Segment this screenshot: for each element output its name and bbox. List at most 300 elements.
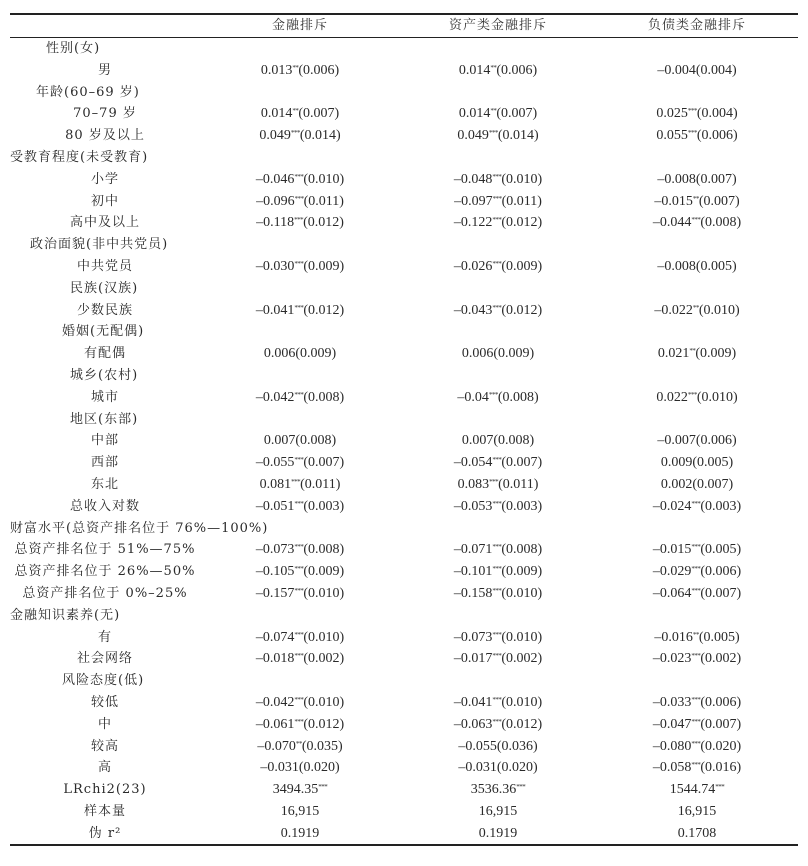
significance-stars: ** — [490, 63, 497, 72]
value-cell — [596, 736, 798, 758]
value-cell — [400, 82, 596, 104]
coefficient: –0.097 — [454, 193, 493, 209]
value-cell — [400, 561, 596, 583]
value-cell — [596, 496, 798, 518]
coefficient: –0.073 — [255, 542, 295, 558]
label-text: 70–79 岁 — [73, 106, 137, 122]
value-cell — [200, 365, 400, 387]
significance-stars: *** — [492, 565, 502, 574]
coefficient: –0.058 — [652, 760, 692, 776]
value-cell — [400, 343, 596, 365]
standard-error: (0.010) — [501, 585, 543, 601]
label-text: 少数民族 — [76, 302, 133, 318]
label-text: 性别(女) — [46, 41, 101, 56]
standard-error: (0.010) — [698, 302, 740, 318]
coefficient: 0.022 — [656, 389, 688, 405]
coefficient: –0.023 — [652, 651, 692, 667]
coefficient: –0.122 — [453, 215, 493, 231]
value-cell — [596, 823, 798, 846]
coefficient: 0.014 — [260, 106, 293, 122]
value-cell — [200, 169, 400, 191]
standard-error: (0.005) — [695, 258, 737, 274]
value-cell — [400, 365, 596, 387]
value-cell — [200, 714, 400, 736]
coefficient: –0.04 — [457, 389, 489, 405]
value-cell — [596, 670, 798, 692]
significance-stars: ** — [292, 63, 299, 72]
standard-error: (0.010) — [303, 171, 345, 187]
value-cell — [200, 801, 400, 823]
value-cell — [400, 430, 596, 452]
header-asset-financial-exclusion: 资产类金融排斥 — [448, 18, 547, 33]
significance-stars: *** — [294, 456, 304, 465]
table-row — [10, 103, 798, 125]
value-cell — [400, 823, 596, 846]
header-liability-financial-exclusion: 负债类金融排斥 — [647, 18, 746, 33]
standard-error: (0.009) — [303, 564, 345, 580]
value-cell — [596, 474, 798, 496]
variable-label — [10, 648, 200, 670]
standard-error: (0.008) — [497, 389, 539, 405]
standard-error: (0.008) — [295, 433, 337, 449]
standard-error: (0.010) — [501, 694, 543, 710]
standard-error: (0.012) — [501, 302, 543, 318]
coefficient: –0.055 — [255, 455, 295, 471]
label-text: 总资产排名位于 26%—50% — [14, 564, 196, 580]
label-text: 有 — [97, 629, 112, 645]
label-text: 政治面貌(非中共党员) — [30, 237, 169, 253]
table-group-row — [10, 409, 798, 431]
table-row — [10, 387, 798, 409]
standard-error: (0.011) — [498, 476, 539, 492]
coefficient: –0.041 — [453, 694, 493, 710]
coefficient: –0.008 — [657, 258, 696, 274]
table-header — [10, 14, 798, 38]
label-text: LRchi2(23) — [63, 782, 147, 798]
value-cell — [400, 474, 596, 496]
value-cell — [400, 736, 596, 758]
standard-error: (0.005) — [700, 542, 742, 558]
standard-error: (0.011) — [501, 193, 542, 209]
value-cell — [596, 539, 798, 561]
value-cell — [596, 409, 798, 431]
standard-error: (0.009) — [695, 346, 737, 362]
significance-stars: ** — [692, 630, 699, 639]
table-row — [10, 823, 798, 846]
value-cell — [400, 387, 596, 409]
table-row — [10, 496, 798, 518]
value-cell — [400, 757, 596, 779]
significance-stars: *** — [294, 172, 304, 181]
table-body — [10, 38, 798, 846]
coefficient: –0.118 — [256, 215, 295, 231]
table-group-row — [10, 82, 798, 104]
significance-stars: *** — [492, 303, 502, 312]
variable-label — [10, 125, 200, 147]
coefficient: 0.1919 — [280, 825, 320, 841]
standard-error: (0.006) — [496, 62, 538, 78]
label-text: 高 — [97, 760, 112, 776]
value-cell — [596, 605, 798, 627]
coefficient: 0.049 — [259, 128, 291, 144]
value-cell — [400, 300, 596, 322]
standard-error: (0.007) — [303, 455, 345, 471]
standard-error: (0.009) — [295, 346, 337, 362]
standard-error: (0.011) — [300, 476, 341, 492]
value-cell — [596, 321, 798, 343]
standard-error: (0.006) — [695, 433, 737, 449]
table-row — [10, 474, 798, 496]
standard-error: (0.010) — [696, 389, 738, 405]
value-cell — [400, 278, 596, 300]
value-cell — [596, 278, 798, 300]
value-cell — [200, 561, 400, 583]
header-row — [10, 14, 798, 38]
value-cell — [400, 670, 596, 692]
significance-stars: *** — [687, 107, 697, 116]
standard-error: (0.005) — [698, 629, 740, 645]
coefficient: –0.030 — [255, 258, 295, 274]
variable-label — [10, 736, 200, 758]
value-cell — [200, 387, 400, 409]
coefficient: 3536.36 — [470, 782, 517, 798]
value-cell — [200, 409, 400, 431]
regression-table-container — [10, 13, 798, 846]
value-cell — [400, 801, 596, 823]
table-row — [10, 779, 798, 801]
table-row — [10, 60, 798, 82]
standard-error: (0.008) — [501, 542, 543, 558]
value-cell — [400, 147, 596, 169]
table-row — [10, 212, 798, 234]
variable-label — [10, 583, 200, 605]
value-cell — [200, 430, 400, 452]
variable-label — [10, 714, 200, 736]
coefficient: 0.049 — [457, 128, 489, 144]
significance-stars: *** — [492, 543, 502, 552]
standard-error: (0.007) — [698, 193, 740, 209]
table-group-row — [10, 234, 798, 256]
significance-stars: *** — [691, 739, 701, 748]
value-cell — [400, 212, 596, 234]
coefficient: 0.002 — [660, 476, 693, 492]
label-text: 受教育程度(未受教育) — [10, 149, 149, 165]
coefficient: –0.158 — [453, 585, 493, 601]
value-cell — [200, 212, 400, 234]
value-cell — [200, 191, 400, 213]
variable-label — [10, 496, 200, 518]
standard-error: (0.003) — [303, 498, 345, 514]
significance-stars: *** — [294, 194, 304, 203]
value-cell — [596, 714, 798, 736]
value-cell — [596, 365, 798, 387]
coefficient: –0.031 — [260, 760, 299, 776]
coefficient: –0.096 — [256, 193, 295, 209]
value-cell — [400, 605, 596, 627]
value-cell — [400, 779, 596, 801]
label-text: 民族(汉族) — [70, 280, 139, 296]
table-row — [10, 714, 798, 736]
value-cell — [400, 125, 596, 147]
coefficient: –0.042 — [255, 389, 295, 405]
value-cell — [400, 692, 596, 714]
significance-stars: *** — [691, 543, 701, 552]
significance-stars: *** — [294, 390, 304, 399]
value-cell — [400, 256, 596, 278]
standard-error: (0.002) — [303, 651, 345, 667]
label-text: 初中 — [90, 193, 119, 209]
significance-stars: *** — [687, 390, 697, 399]
value-cell — [596, 757, 798, 779]
coefficient: 16,915 — [280, 803, 320, 819]
label-text: 总收入对数 — [69, 498, 140, 514]
standard-error: (0.010) — [303, 629, 345, 645]
coefficient: –0.015 — [654, 193, 693, 209]
significance-stars: *** — [691, 695, 701, 704]
significance-stars: *** — [290, 129, 300, 138]
standard-error: (0.014) — [497, 128, 539, 144]
standard-error: (0.020) — [496, 760, 538, 776]
value-cell — [200, 692, 400, 714]
value-cell — [596, 82, 798, 104]
significance-stars: *** — [492, 194, 502, 203]
value-cell — [596, 583, 798, 605]
significance-stars: *** — [492, 259, 502, 268]
value-cell — [596, 234, 798, 256]
standard-error: (0.003) — [501, 498, 543, 514]
variable-label — [10, 801, 200, 823]
coefficient: –0.048 — [453, 171, 493, 187]
value-cell — [200, 474, 400, 496]
significance-stars: *** — [294, 717, 304, 726]
standard-error: (0.009) — [501, 258, 543, 274]
significance-stars: *** — [687, 129, 697, 138]
variable-label — [10, 300, 200, 322]
value-cell — [400, 103, 596, 125]
label-text: 伪 r² — [88, 825, 122, 841]
value-cell — [596, 387, 798, 409]
value-cell — [400, 518, 596, 540]
value-cell — [400, 583, 596, 605]
standard-error: (0.007) — [298, 106, 340, 122]
label-text: 小学 — [90, 171, 119, 187]
standard-error: (0.010) — [303, 694, 345, 710]
label-text: 中部 — [90, 433, 119, 449]
significance-stars: *** — [488, 129, 498, 138]
variable-label — [10, 539, 200, 561]
value-cell — [400, 539, 596, 561]
variable-label — [10, 561, 200, 583]
coefficient: –0.105 — [255, 564, 295, 580]
group-label — [10, 38, 200, 60]
variable-label — [10, 343, 200, 365]
value-cell — [596, 561, 798, 583]
label-text: 中共党员 — [76, 258, 133, 274]
variable-label — [10, 191, 200, 213]
table-row — [10, 648, 798, 670]
label-text: 较高 — [90, 738, 119, 754]
standard-error: (0.014) — [299, 128, 341, 144]
coefficient: 0.009 — [660, 455, 693, 471]
significance-stars: ** — [295, 739, 302, 748]
table-group-row — [10, 605, 798, 627]
significance-stars: *** — [691, 565, 701, 574]
coefficient: 16,915 — [677, 803, 717, 819]
value-cell — [400, 627, 596, 649]
value-cell — [596, 518, 798, 540]
value-cell — [400, 169, 596, 191]
coefficient: –0.004 — [657, 62, 696, 78]
label-text: 样本量 — [83, 803, 126, 819]
value-cell — [200, 496, 400, 518]
coefficient: 0.1919 — [478, 825, 518, 841]
standard-error: (0.012) — [501, 215, 543, 231]
significance-stars: *** — [291, 477, 301, 486]
significance-stars: ** — [292, 107, 299, 116]
table-row — [10, 452, 798, 474]
coefficient: 0.013 — [260, 62, 293, 78]
coefficient: 0.083 — [457, 476, 490, 492]
coefficient: –0.046 — [255, 171, 295, 187]
coefficient: 0.006 — [263, 346, 296, 362]
table-row — [10, 583, 798, 605]
value-cell — [200, 103, 400, 125]
significance-stars: *** — [691, 652, 701, 661]
value-cell — [200, 605, 400, 627]
label-text: 风险态度(低) — [62, 673, 145, 689]
coefficient: 0.014 — [458, 106, 491, 122]
value-cell — [596, 38, 798, 60]
table-group-row — [10, 278, 798, 300]
coefficient: –0.070 — [257, 738, 296, 754]
coefficient: –0.074 — [255, 629, 295, 645]
coefficient: –0.043 — [453, 302, 493, 318]
value-cell — [200, 583, 400, 605]
significance-stars: *** — [492, 630, 502, 639]
value-cell — [596, 452, 798, 474]
value-cell — [200, 670, 400, 692]
label-text: 80 岁及以上 — [65, 128, 145, 144]
standard-error: (0.036) — [496, 738, 538, 754]
value-cell — [200, 125, 400, 147]
standard-error: (0.007) — [700, 585, 742, 601]
label-text: 男 — [97, 62, 112, 78]
value-cell — [596, 147, 798, 169]
value-cell — [200, 757, 400, 779]
significance-stars: *** — [691, 499, 701, 508]
standard-error: (0.007) — [695, 171, 737, 187]
value-cell — [400, 60, 596, 82]
coefficient: –0.031 — [458, 760, 497, 776]
group-label — [10, 670, 200, 692]
table-group-row — [10, 147, 798, 169]
value-cell — [200, 278, 400, 300]
significance-stars: ** — [692, 194, 699, 203]
coefficient: –0.047 — [652, 716, 692, 732]
standard-error: (0.009) — [493, 346, 535, 362]
value-cell — [200, 321, 400, 343]
significance-stars: *** — [294, 586, 304, 595]
coefficient: –0.101 — [453, 564, 493, 580]
significance-stars: *** — [715, 783, 725, 792]
label-text: 地区(东部) — [70, 411, 139, 427]
variable-label — [10, 692, 200, 714]
table-row — [10, 627, 798, 649]
coefficient: 0.014 — [458, 62, 491, 78]
significance-stars: ** — [689, 347, 696, 356]
significance-stars: *** — [488, 390, 498, 399]
standard-error: (0.006) — [298, 62, 340, 78]
significance-stars: *** — [294, 630, 304, 639]
table-row — [10, 256, 798, 278]
value-cell — [200, 147, 400, 169]
standard-error: (0.004) — [696, 106, 738, 122]
standard-error: (0.010) — [303, 585, 345, 601]
coefficient: –0.022 — [654, 302, 693, 318]
label-text: 东北 — [90, 476, 119, 492]
label-text: 总资产排名位于 51%—75% — [14, 542, 196, 558]
coefficient: 0.025 — [656, 106, 688, 122]
significance-stars: *** — [691, 717, 701, 726]
standard-error: (0.004) — [695, 62, 737, 78]
table-group-row — [10, 365, 798, 387]
coefficient: –0.029 — [652, 564, 692, 580]
coefficient: –0.033 — [652, 694, 692, 710]
coefficient: –0.015 — [652, 542, 692, 558]
standard-error: (0.012) — [303, 302, 345, 318]
standard-error: (0.012) — [303, 716, 345, 732]
coefficient: 16,915 — [478, 803, 518, 819]
variable-label — [10, 779, 200, 801]
value-cell — [200, 82, 400, 104]
value-cell — [596, 60, 798, 82]
coefficient: –0.073 — [453, 629, 493, 645]
coefficient: 0.055 — [656, 128, 688, 144]
variable-label — [10, 60, 200, 82]
variable-label — [10, 474, 200, 496]
value-cell — [596, 256, 798, 278]
coefficient: –0.071 — [453, 542, 493, 558]
table-row — [10, 300, 798, 322]
label-text: 中 — [97, 716, 112, 732]
regression-table — [10, 13, 798, 846]
standard-error: (0.011) — [303, 193, 344, 209]
group-label — [10, 605, 200, 627]
variable-label — [10, 103, 200, 125]
value-cell — [200, 627, 400, 649]
standard-error: (0.010) — [501, 171, 543, 187]
group-label — [10, 365, 200, 387]
coefficient: –0.042 — [255, 694, 295, 710]
standard-error: (0.007) — [496, 106, 538, 122]
table-row — [10, 343, 798, 365]
significance-stars: *** — [691, 216, 701, 225]
value-cell — [200, 539, 400, 561]
significance-stars: *** — [294, 565, 304, 574]
standard-error: (0.007) — [692, 476, 734, 492]
coefficient: –0.055 — [458, 738, 497, 754]
standard-error: (0.008) — [493, 433, 535, 449]
label-text: 年龄(60–69 岁) — [36, 84, 140, 100]
header-variable — [10, 14, 200, 38]
significance-stars: *** — [492, 717, 502, 726]
significance-stars: *** — [492, 586, 502, 595]
table-row — [10, 561, 798, 583]
significance-stars: *** — [294, 652, 304, 661]
variable-label — [10, 387, 200, 409]
significance-stars: *** — [294, 216, 304, 225]
coefficient: 0.1708 — [677, 825, 717, 841]
